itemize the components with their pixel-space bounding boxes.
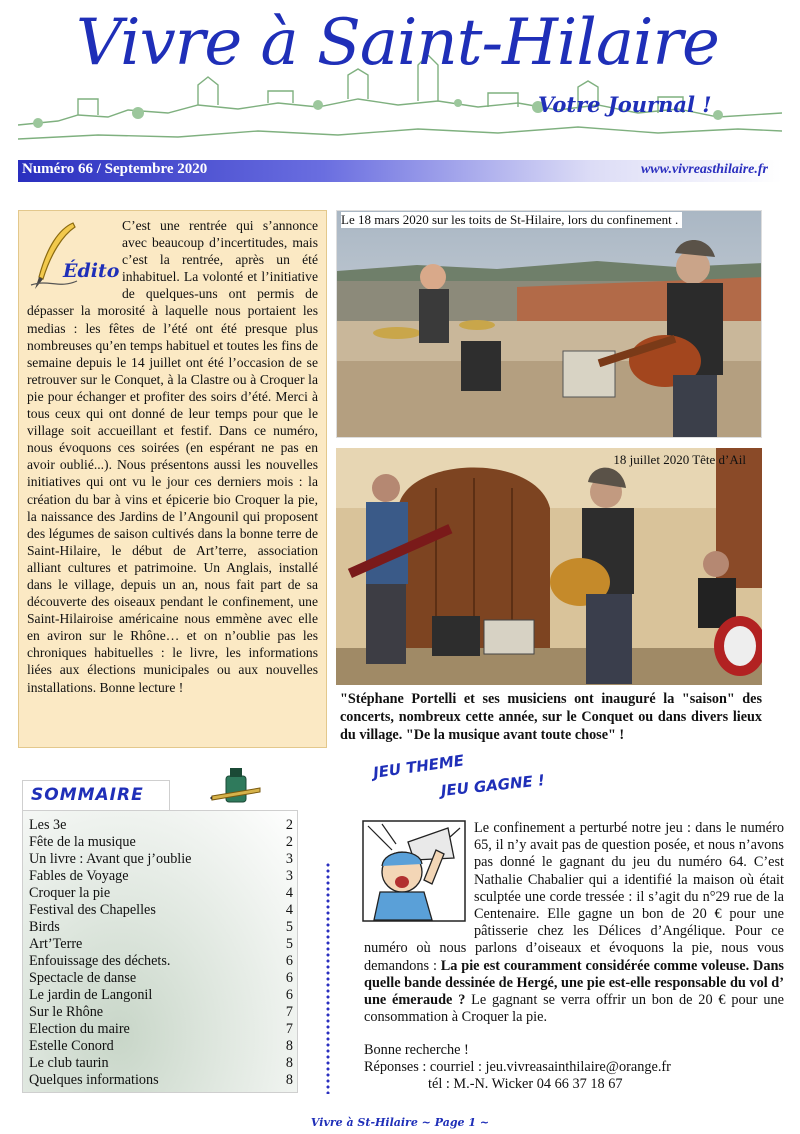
sommaire-item[interactable]: Croquer la pie 4 [29,885,293,901]
issue-bar [18,160,782,182]
dotted-separator [326,862,330,1094]
jeu-footer [364,1042,784,1094]
sommaire-item[interactable]: Art’Terre 5 [29,936,293,952]
ink-bottle-pen-icon [210,762,262,808]
sommaire-item[interactable]: Le jardin de Langonil 6 [29,987,293,1003]
sommaire-item[interactable]: Festival des Chapelles 4 [29,902,293,918]
jeu-email[interactable]: Réponses : courriel : jeu.vivreasainthilaire@orange.fr [364,1059,671,1076]
sommaire-item[interactable]: Enfouissage des déchets. 6 [29,953,293,969]
sommaire-item[interactable]: Fables de Voyage 3 [29,868,293,884]
jeu-title-line1: JEU THEME [372,751,466,782]
jeu-closing: Bonne recherche ! [364,1042,469,1058]
sommaire-item[interactable]: Fête de la musique 2 [29,834,293,850]
sommaire-item[interactable]: Un livre : Avant que j’oublie 3 [29,851,293,867]
website-link[interactable]: www.vivreasthilaire.fr [640,162,768,177]
issue-number: Numéro 66 / Septembre 2020 [22,161,208,177]
sommaire-list [29,817,293,1089]
rooftop-concert-image [337,211,762,438]
edito-box [18,210,327,748]
edito-header [27,217,122,299]
sommaire-box [22,810,298,1093]
sommaire-item[interactable]: Le club taurin 8 [29,1055,293,1071]
edito-text: C’est une rentrée qui s’annonce avec beaucoup d’incertitudes, mais c’est la rentrée, après un été inhabituel. La volonté et l’initiative de quelques-uns ont permis de dépasser la morosité à laquelle nous portaient les medias : les fêtes de l’été ont été presque plus nombreuses qu’en temps habituel et toutes les fins de semaine depuis le 14 juillet ont été l’occasion de se retrouver sur le Conquet, à la Clastre ou à Croquer la pie pour échanger et profiter des soirs d’été. Merci à tous ceux qui ont donné de leur temps pour que le village soit accueillant et festif. Dans ce numéro, nous évoquons ces soirées (en espérant ne pas en avoir oublié...). Nous présentons aussi les nouvelles initiatives qui ont vu le jour ces derniers mois : la création du bar à vins et épicerie bio Croquer la pie, la naissance des Jardins de l’Angounil qui proposent des légumes de saison cultivés dans la bonne terre de Saint-Hilaire, le début de Art’terre, association alliant cultures et patrimoine. Un Anglais, installé dans le village, depuis un an, nous fait part de sa découverte des oiseaux pendant le confinement, une Saint-Hilairoise américaine nous emmène avec elle en aviron sur le Rhône… et on n’oublie pas les chroniques habituelles : le livre, les informations liées aux élections municipales ou aux nouvelles installations. Bonne lecture ! [27,218,318,695]
page-footer: Vivre à St-Hilaire ~ Page 1 ~ [310,1116,490,1129]
masthead [18,0,782,155]
village-concert-image [336,448,762,685]
megaphone-character-illustration [362,820,466,922]
journal-subtitle: Votre Journal ! [538,92,712,117]
sommaire-item[interactable]: Quelques informations 8 [29,1072,293,1088]
sommaire-item[interactable]: Birds 5 [29,919,293,935]
journal-title: Vivre à Saint-Hilaire [76,6,719,80]
sommaire-item[interactable]: Estelle Conord 8 [29,1038,293,1054]
photo1-caption: Le 18 mars 2020 sur les toits de St-Hilaire, lors du confinement . [341,212,682,228]
photo2-caption: 18 juillet 2020 Tête d’Ail [613,452,746,467]
jeu-intro: Le confinement a perturbé notre jeu : dans le numéro 65, il n’y avait pas de question posée, et nous n’avons pas donné le gagnant du jeu du numéro 64. C’est Nathalie Chabalier qui a identifié la maison où était sculptée une corde tressée : il s’agit du n°29 rue de la Centenaire. Elle gagne un bon de 20 € pour une pâtisserie chez les Délices d’Angélique. Pour ce numéro où nous parlons d’oiseaux et évoquons la pie, nous vous demandons : [364,820,784,974]
sommaire-title: SOMMAIRE [31,785,144,805]
sommaire-item[interactable]: Les 3e 2 [29,817,293,833]
sommaire-item[interactable]: Sur le Rhône 7 [29,1004,293,1020]
photo-village-concert [336,448,762,685]
jeu-question: La pie est couramment considérée comme voleuse. Dans quelle bande dessinée de Hergé, une pie est-elle responsable du vol d’ une émeraude ? [364,957,784,1009]
concert-caption: "Stéphane Portelli et ses musiciens ont inauguré la "saison" des concerts, nombreux cette année, sur le Conquet ou dans divers lieux du village. "De la musique avant toute chose" ! [340,691,762,743]
photo-rooftop-concert [336,210,762,438]
sommaire-item[interactable]: Spectacle de danse 6 [29,970,293,986]
edito-label: Édito [63,260,120,282]
sommaire-header [22,780,170,810]
sommaire-item[interactable]: Election du maire 7 [29,1021,293,1037]
jeu-body [364,820,784,1026]
jeu-prize: Le gagnant se verra offrir un bon de 20 € pour une consommation à Croquer la pie. [364,992,784,1026]
jeu-phone: tél : M.-N. Wicker 04 66 37 18 67 [428,1076,623,1093]
jeu-title-line2: JEU GAGNE ! [440,771,546,800]
